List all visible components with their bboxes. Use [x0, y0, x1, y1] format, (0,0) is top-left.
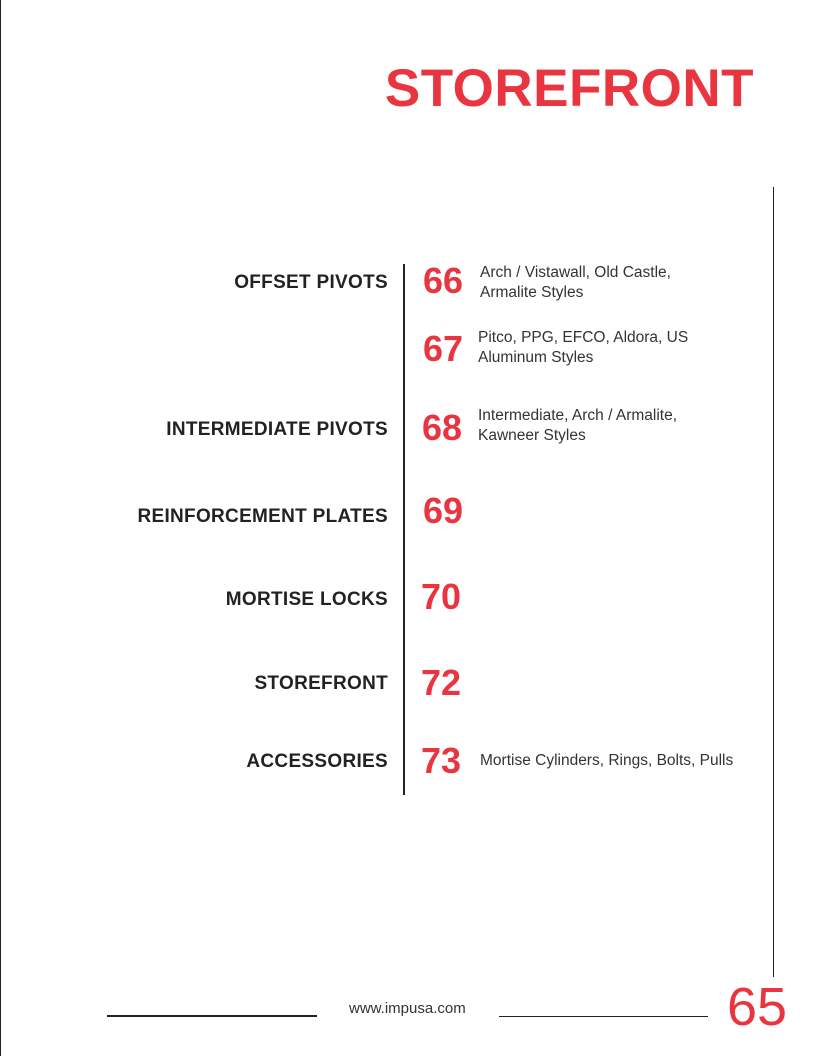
page-number-73: 73 [421, 740, 462, 781]
section-label-intermediate-pivots: INTERMEDIATE PIVOTS [166, 419, 388, 440]
footer-page-number: 65 [727, 977, 788, 1037]
section-label-offset-pivots: OFFSET PIVOTS [234, 272, 388, 293]
entry-description-line: Armalite Styles [480, 284, 584, 301]
entry-description-line: Pitco, PPG, EFCO, Aldora, US [478, 329, 689, 346]
entry-description-line: Kawneer Styles [478, 427, 586, 444]
page-number-69: 69 [423, 490, 464, 531]
footer-rule-right [499, 1016, 708, 1017]
section-label-reinforcement-plates: REINFORCEMENT PLATES [137, 506, 388, 527]
footer-rule-left [107, 1015, 317, 1017]
page-number-70: 70 [421, 576, 462, 617]
page-edge-line [0, 0, 1, 1056]
page-number-68: 68 [422, 407, 463, 448]
right-vertical-rule [773, 187, 774, 977]
center-vertical-rule [403, 264, 405, 795]
page-number-72: 72 [421, 662, 462, 703]
page-number-66: 66 [423, 260, 464, 301]
entry-description-line: Intermediate, Arch / Armalite, [478, 407, 678, 424]
section-label-storefront: STOREFRONT [254, 673, 388, 694]
entry-description-line: Arch / Vistawall, Old Castle, [480, 264, 671, 281]
section-label-mortise-locks: MORTISE LOCKS [225, 589, 388, 610]
page-number-67: 67 [423, 328, 464, 369]
section-label-accessories: ACCESSORIES [246, 751, 388, 772]
entry-description-line: Mortise Cylinders, Rings, Bolts, Pulls [480, 752, 734, 769]
entry-description-line: Aluminum Styles [478, 349, 594, 366]
footer-website-url: www.impusa.com [349, 1000, 466, 1017]
page-title: STOREFRONT [384, 59, 754, 118]
